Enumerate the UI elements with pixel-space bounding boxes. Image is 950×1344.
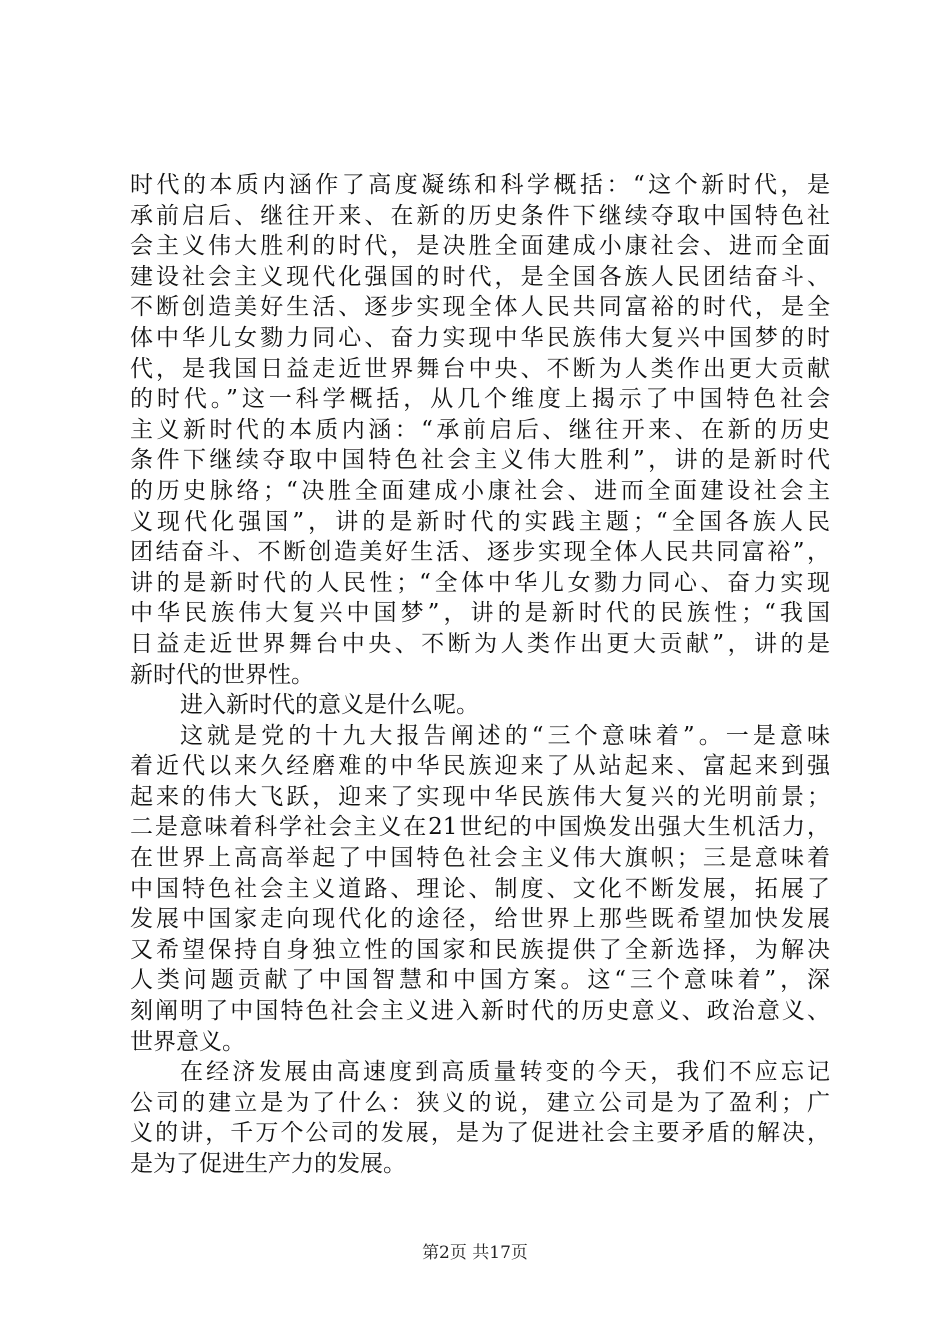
text-line: 日益走近世界舞台中央、不断为人类作出更大贡献”，讲的是 xyxy=(130,630,830,657)
text-line: 的历史脉络；“决胜全面建成小康社会、进而全面建设社会主 xyxy=(130,477,830,504)
text-line: 中国特色社会主义道路、理论、制度、文化不断发展，拓展了 xyxy=(130,875,830,902)
text-line: 这就是党的十九大报告阐述的“三个意味着”。一是意味 xyxy=(180,722,830,749)
text-line: 体中华儿女勠力同心、奋力实现中华民族伟大复兴中国梦的时 xyxy=(130,324,830,351)
text-line: 又希望保持自身独立性的国家和民族提供了全新选择，为解决 xyxy=(130,936,830,963)
text-line: 公司的建立是为了什么：狭义的说，建立公司是为了盈利；广 xyxy=(130,1089,830,1116)
text-line: 世界意义。 xyxy=(130,1028,245,1055)
text-line: 会主义伟大胜利的时代，是决胜全面建成小康社会、进而全面 xyxy=(130,233,830,260)
paragraph-3 xyxy=(130,721,830,1058)
text-line: 建设社会主义现代化强国的时代，是全国各族人民团结奋斗、 xyxy=(130,263,830,290)
text-line: 进入新时代的意义是什么呢。 xyxy=(180,692,479,719)
text-line: 中华民族伟大复兴中国梦”，讲的是新时代的民族性；“我国 xyxy=(130,600,830,627)
text-line: 在经济发展由高速度到高质量转变的今天，我们不应忘记 xyxy=(180,1059,830,1086)
text-line: 义现代化强国”，讲的是新时代的实践主题；“全国各族人民 xyxy=(130,508,830,535)
text-line: 条件下继续夺取中国特色社会主义伟大胜利”，讲的是新时代 xyxy=(130,447,830,474)
text-line: 团结奋斗、不断创造美好生活、逐步实现全体人民共同富裕”， xyxy=(130,539,830,566)
text-line: 人类问题贡献了中国智慧和中国方案。这“三个意味着”，深 xyxy=(130,967,830,994)
text-line: 在世界上高高举起了中国特色社会主义伟大旗帜；三是意味着 xyxy=(130,845,830,872)
page-footer xyxy=(0,1243,950,1263)
text-line: 的时代。”这一科学概括，从几个维度上揭示了中国特色社会 xyxy=(130,386,830,413)
paragraph-2 xyxy=(130,690,830,721)
page-number-label: 第2页 共17页 xyxy=(422,1243,528,1263)
text-line: 代，是我国日益走近世界舞台中央、不断为人类作出更大贡献 xyxy=(130,355,830,382)
text-line: 起来的伟大飞跃，迎来了实现中华民族伟大复兴的光明前景； xyxy=(130,783,830,810)
text-line: 主义新时代的本质内涵：“承前启后、继往开来、在新的历史 xyxy=(130,416,830,443)
body-text xyxy=(130,170,830,1180)
text-line: 不断创造美好生活、逐步实现全体人民共同富裕的时代，是全 xyxy=(130,294,830,321)
text-line: 着近代以来久经磨难的中华民族迎来了从站起来、富起来到强 xyxy=(130,753,830,780)
text-line: 时代的本质内涵作了高度凝练和科学概括：“这个新时代，是 xyxy=(130,172,830,198)
text-line: 新时代的世界性。 xyxy=(130,661,314,688)
text-line: 二是意味着科学社会主义在21世纪的中国焕发出强大生机活力， xyxy=(130,814,830,841)
text-line: 发展中国家走向现代化的途径，给世界上那些既希望加快发展 xyxy=(130,906,830,933)
text-line: 义的讲，千万个公司的发展，是为了促进社会主要矛盾的解决， xyxy=(130,1120,830,1147)
text-line: 刻阐明了中国特色社会主义进入新时代的历史意义、政治意义、 xyxy=(130,998,830,1025)
text-line: 是为了促进生产力的发展。 xyxy=(130,1151,406,1177)
text-line: 讲的是新时代的人民性；“全体中华儿女勠力同心、奋力实现 xyxy=(130,569,830,596)
paragraph-4 xyxy=(130,1057,830,1179)
paragraph-1 xyxy=(130,170,830,690)
text-line: 承前启后、继往开来、在新的历史条件下继续夺取中国特色社 xyxy=(130,202,830,229)
